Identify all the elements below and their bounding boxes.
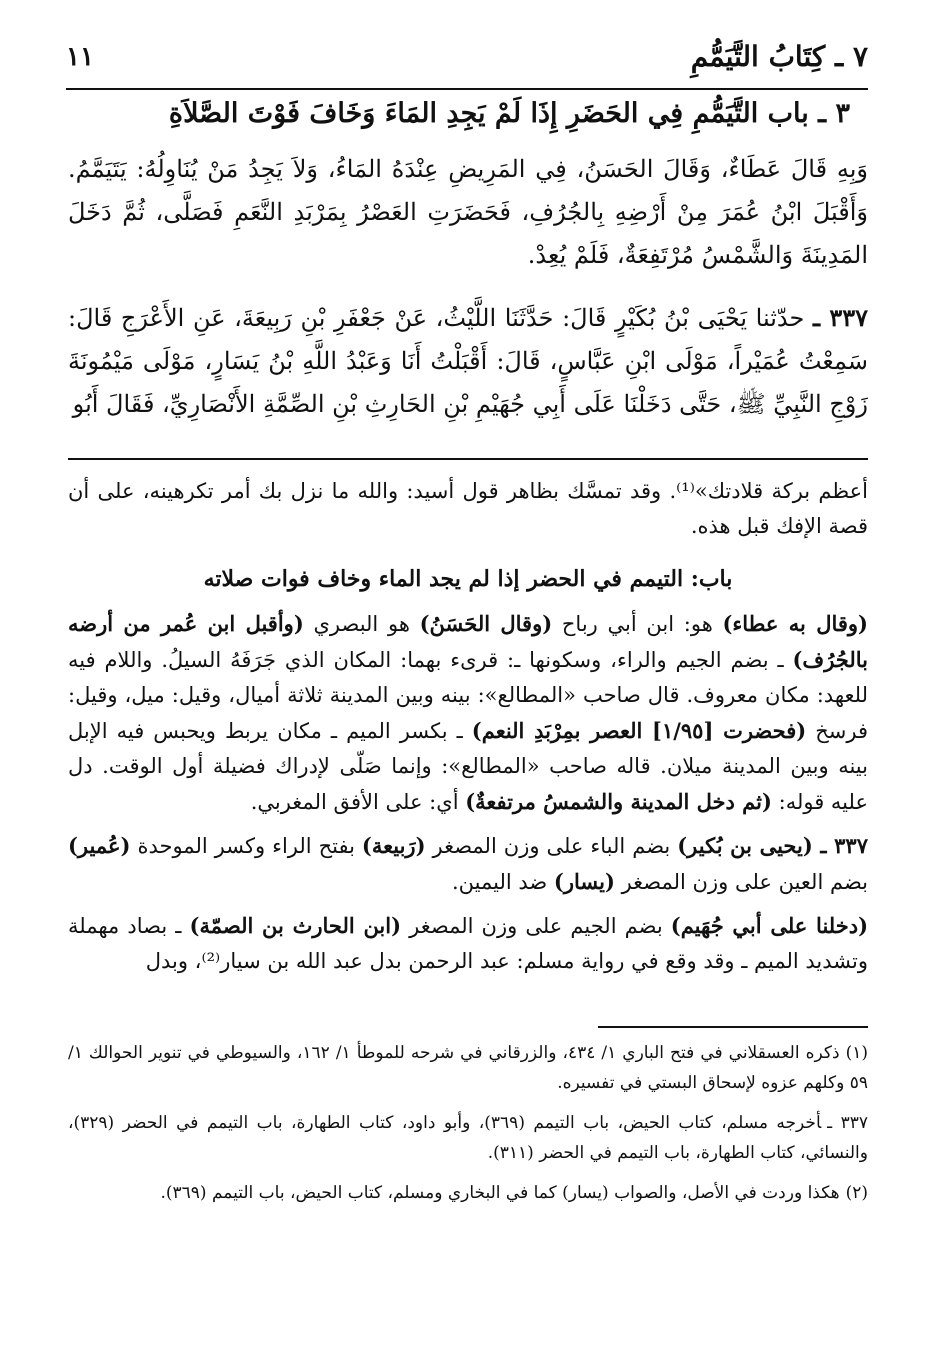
- footnote-number: (٢): [845, 1183, 868, 1203]
- commentary-lemma: (وأقبل ابن عُمر من أرضه بالجُرُف): [68, 611, 868, 672]
- commentary-lemma: (يسار): [553, 869, 615, 894]
- commentary-lemma: (وقال به عطاء): [722, 611, 868, 636]
- chapter-intro: وَبِهِ قَالَ عَطَاءٌ، وَقَالَ الحَسَنُ، فِي المَرِيضِ عِنْدَهُ المَاءُ، وَلاَ يَجِدُ مَنْ يُنَاوِلُهُ: يَتَيَمَّمُ. وَأَقْبَلَ ابْنُ عُمَرَ مِنْ أَرْضِهِ بِالجُرُفِ، فَحَضَرَتِ العَصْرُ بِمَرْبَدِ النَّعَمِ فَصَلَّى، ثُمَّ دَخَلَ المَدِينَةَ وَالشَّمْسُ مُرْتَفِعَةٌ، فَلَمْ يُعِدْ.: [68, 155, 868, 269]
- footnote: [68, 1108, 868, 1168]
- commentary-text: بفتح الراء وكسر الموحدة: [130, 834, 362, 858]
- commentary-paragraph: [68, 828, 868, 900]
- chapter-intro-block: [68, 148, 868, 277]
- hadith-number: ٣٣٧ ـ: [812, 303, 868, 332]
- commentary-text: ـ بكسر الميم ـ مكان يربط ويحبس فيه الإبل بينه وبين المدينة ميلان. قاله صاحب «المطالع»: وإنما صَلّى لإدراك فضيلة أول الوقت. دل عليه قوله:: [68, 719, 868, 814]
- commentary-continuation: أعظم بركة قلادتك»⁽¹⁾. وقد تمسَّك بظاهر قول أسيد: والله ما نزل بك أمر تكرهينه، على أن قصة الإفك قبل هذه.: [68, 479, 868, 538]
- main-text-divider: [68, 458, 868, 460]
- commentary-continuation-block: [68, 474, 868, 550]
- footnote-number: (١): [845, 1043, 868, 1063]
- running-header: [66, 36, 868, 90]
- commentary-text: هو البصري: [303, 612, 420, 636]
- commentary-lemma: ٣٣٧ ـ (يحيى بن بُكير): [677, 833, 868, 858]
- hadith-text: حدّثنا يَحْيَى بْنُ بُكَيْرٍ قَالَ: حَدَّثَنَا اللَّيْثُ، عَنْ جَعْفَرِ بْنِ رَبِيعَةَ، عَنِ الأَعْرَجِ قَالَ: سَمِعْتُ عُمَيْراً، مَوْلَى ابْنِ عَبَّاسٍ، قَالَ: أَقْبَلْتُ أَنَا وَعَبْدُ اللَّهِ بْنُ يَسَارٍ، مَوْلَى مَيْمُونَةَ زَوْجِ النَّبِيِّ ﷺ، حَتَّى دَخَلْنَا عَلَى أَبِي جُهَيْمِ بْنِ الحَارِثِ بْنِ الصِّمَّةِ الأَنْصَارِيِّ، فَقَالَ أَبُو: [68, 304, 868, 418]
- commentary-text: بضم الجيم على وزن المصغر: [401, 914, 671, 938]
- chapter-title: ٧ ـ كِتَابُ التَّيَمُّمِ: [690, 40, 868, 73]
- commentary-lemma: (ثم دخل المدينة والشمسُ مرتفعةٌ): [465, 789, 772, 814]
- commentary-section-heading: باب: التيمم في الحضر إذا لم يجد الماء وخاف فوات صلاته: [203, 566, 733, 592]
- commentary-lemma: (عُمير): [68, 833, 131, 858]
- commentary-paragraph: [68, 908, 868, 979]
- footnote: [68, 1178, 868, 1208]
- commentary-lemma: (رَبيعة): [361, 833, 426, 858]
- commentary-text: بضم الباء على وزن المصغر: [425, 834, 678, 858]
- footnote-number: ٣٣٧ ـ: [827, 1113, 868, 1133]
- footnote-divider: [598, 1026, 868, 1028]
- commentary-text: ـ بضم الجيم والراء، وسكونها ـ: قرىء بهما: المكان الذي جَرَفَهُ السيلُ. واللام فيه للعهد: مكان معروف. قال صاحب «المطالع»: بينه وبين المدينة ثلاثة أميال، وقيل: ميل، وقيل: فرسخ: [68, 648, 868, 743]
- commentary-lemma: (وقال الحَسَنُ): [419, 611, 553, 636]
- commentary-lemma: (ابن الحارث بن الصمّة): [189, 913, 402, 938]
- commentary-text: بضم العين على وزن المصغر: [614, 870, 868, 894]
- footnote-text: هكذا وردت في الأصل، والصواب (يسار) كما في البخاري ومسلم، كتاب الحيض، باب التيمم (٣٦٩).: [160, 1183, 840, 1203]
- commentary-body: [68, 606, 868, 987]
- commentary-text: أي: على الأفق المغربي.: [250, 790, 466, 814]
- commentary-lemma: (فحضرت [١/٩٥] العصر بمِرْبَدِ النعم): [471, 718, 807, 743]
- footnote: [68, 1038, 868, 1098]
- commentary-paragraph: [68, 606, 868, 820]
- commentary-text: هو: ابن أبي رباح: [552, 612, 723, 636]
- footnote-text: أخرجه مسلم، كتاب الحيض، باب التيمم (٣٦٩)، وأبو داود، كتاب الطهارة، باب التيمم في الحضر (٣٢٩)، والنسائي، كتاب الطهارة، باب التيمم في الحضر (٣١١).: [68, 1113, 868, 1163]
- commentary-text: ضد اليمين.: [451, 870, 554, 894]
- footnotes: [68, 1038, 868, 1218]
- commentary-lemma: (دخلنا على أبي جُهَيم): [670, 913, 868, 938]
- commentary-text: ـ بصاد مهملة وتشديد الميم ـ وقد وقع في رواية مسلم: عبد الرحمن بدل عبد الله بن سيار⁽²⁾، وبدل: [68, 914, 868, 973]
- hadith-text-paragraph: [68, 296, 868, 426]
- footnote-text: ذكره العسقلاني في فتح الباري ١/ ٤٣٤، والزرقاني في شرحه للموطأ ١/ ١٦٢، والسيوطي في تنوير الحوالك ١/ ٥٩ وكلهم عزوه لإسحاق البستي في تفسيره.: [68, 1043, 868, 1093]
- page-number: ١١: [66, 42, 94, 72]
- hadith-block: [68, 296, 868, 426]
- section-heading: ٣ ـ باب التَّيَمُّمِ فِي الحَضَرِ إِذَا لَمْ يَجِدِ المَاءَ وَخَافَ فَوْتَ الصَّلاَةِ: [168, 98, 850, 129]
